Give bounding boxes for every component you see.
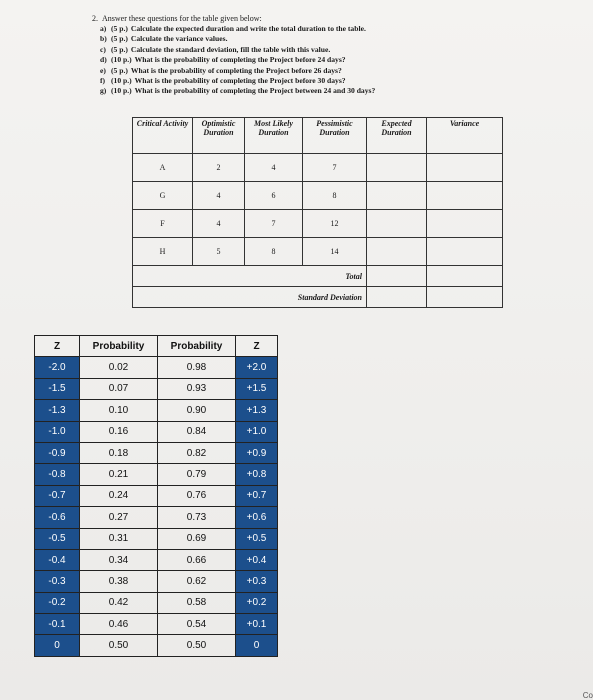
pert-cell-variance[interactable] bbox=[427, 154, 503, 182]
z-cell-probability-left: 0.42 bbox=[80, 592, 158, 613]
question-item bbox=[100, 34, 562, 44]
question-item-points: (10 p.) bbox=[111, 86, 132, 96]
pert-header-row bbox=[133, 118, 503, 154]
z-cell-z-positive: +0.3 bbox=[236, 571, 278, 592]
question-item bbox=[100, 86, 562, 96]
pert-cell-most-likely: 8 bbox=[245, 238, 303, 266]
sd-row bbox=[133, 287, 503, 308]
z-cell-probability-right: 0.98 bbox=[158, 357, 236, 378]
z-header-right: Z bbox=[236, 336, 278, 357]
total-label: Total bbox=[133, 266, 367, 287]
question-item-text: Calculate the variance values. bbox=[130, 34, 228, 44]
pert-row bbox=[133, 154, 503, 182]
question-item-letter: a) bbox=[100, 24, 107, 33]
pert-cell-most-likely: 6 bbox=[245, 182, 303, 210]
z-cell-z-negative: -1.0 bbox=[35, 421, 80, 442]
z-header-prob-left: Probability bbox=[80, 336, 158, 357]
question-item-text: Calculate the standard deviation, fill the table with this value. bbox=[130, 44, 331, 54]
question-item-points: (5 p.) bbox=[111, 44, 128, 54]
z-row bbox=[35, 378, 278, 399]
question-item-points: (5 p.) bbox=[111, 65, 128, 75]
z-cell-probability-left: 0.24 bbox=[80, 485, 158, 506]
z-cell-z-positive: +1.0 bbox=[236, 421, 278, 442]
z-cell-z-positive: +0.5 bbox=[236, 528, 278, 549]
pert-cell-optimistic: 4 bbox=[193, 210, 245, 238]
z-cell-probability-left: 0.50 bbox=[80, 635, 158, 656]
z-cell-probability-right: 0.69 bbox=[158, 528, 236, 549]
pert-cell-expected[interactable] bbox=[367, 182, 427, 210]
z-row bbox=[35, 357, 278, 378]
pert-row bbox=[133, 238, 503, 266]
z-cell-probability-right: 0.76 bbox=[158, 485, 236, 506]
z-cell-probability-left: 0.21 bbox=[80, 464, 158, 485]
z-cell-probability-left: 0.38 bbox=[80, 571, 158, 592]
z-header-left: Z bbox=[35, 336, 80, 357]
question-item bbox=[100, 55, 562, 65]
question-item-points: (5 p.) bbox=[111, 34, 128, 44]
question-item-points: (10 p.) bbox=[111, 76, 132, 86]
z-row bbox=[35, 528, 278, 549]
header-pessimistic: Pessimistic Duration bbox=[303, 118, 367, 154]
question-item-points: (10 p.) bbox=[111, 55, 132, 65]
sd-label: Standard Deviation bbox=[133, 287, 367, 308]
z-cell-z-positive: +0.8 bbox=[236, 464, 278, 485]
z-cell-probability-left: 0.34 bbox=[80, 549, 158, 570]
pert-cell-optimistic: 2 bbox=[193, 154, 245, 182]
z-cell-probability-right: 0.58 bbox=[158, 592, 236, 613]
z-cell-z-negative: -0.4 bbox=[35, 549, 80, 570]
header-critical-activity: Critical Activity bbox=[133, 118, 193, 154]
z-cell-probability-right: 0.79 bbox=[158, 464, 236, 485]
z-cell-probability-left: 0.16 bbox=[80, 421, 158, 442]
z-cell-probability-right: 0.84 bbox=[158, 421, 236, 442]
pert-cell-pessimistic: 8 bbox=[303, 182, 367, 210]
z-row bbox=[35, 635, 278, 656]
pert-cell-activity: H bbox=[133, 238, 193, 266]
pert-cell-variance[interactable] bbox=[427, 210, 503, 238]
z-cell-probability-left: 0.02 bbox=[80, 357, 158, 378]
pert-cell-activity: F bbox=[133, 210, 193, 238]
z-header-prob-right: Probability bbox=[158, 336, 236, 357]
pert-row bbox=[133, 210, 503, 238]
z-row bbox=[35, 485, 278, 506]
z-cell-probability-left: 0.31 bbox=[80, 528, 158, 549]
z-cell-z-negative: -0.2 bbox=[35, 592, 80, 613]
z-cell-z-positive: +0.6 bbox=[236, 507, 278, 528]
header-expected: Expected Duration bbox=[367, 118, 427, 154]
question-item-points: (5 p.) bbox=[111, 24, 128, 33]
question-item-letter: f) bbox=[100, 76, 106, 86]
pert-row bbox=[133, 182, 503, 210]
z-cell-probability-right: 0.66 bbox=[158, 549, 236, 570]
question-item-text: Calculate the expected duration and write the total duration to the table. bbox=[130, 24, 366, 33]
pert-cell-pessimistic: 7 bbox=[303, 154, 367, 182]
question-item bbox=[100, 66, 562, 76]
pert-cell-pessimistic: 12 bbox=[303, 210, 367, 238]
question-item-text: What is the probability of completing the Project before 30 days? bbox=[134, 76, 346, 86]
pert-cell-variance[interactable] bbox=[427, 238, 503, 266]
z-row bbox=[35, 507, 278, 528]
question-item-letter: d) bbox=[100, 55, 107, 65]
header-most-likely: Most Likely Duration bbox=[245, 118, 303, 154]
z-cell-z-negative: -0.6 bbox=[35, 507, 80, 528]
corner-text: Co bbox=[582, 691, 593, 700]
z-row bbox=[35, 464, 278, 485]
total-variance-cell[interactable] bbox=[427, 266, 503, 287]
z-cell-z-positive: +0.9 bbox=[236, 442, 278, 463]
z-table bbox=[34, 335, 278, 657]
question-intro bbox=[92, 13, 562, 24]
pert-cell-activity: A bbox=[133, 154, 193, 182]
z-cell-probability-right: 0.90 bbox=[158, 400, 236, 421]
pert-cell-expected[interactable] bbox=[367, 154, 427, 182]
z-cell-z-negative: -0.7 bbox=[35, 485, 80, 506]
pert-cell-optimistic: 5 bbox=[193, 238, 245, 266]
z-row bbox=[35, 442, 278, 463]
header-optimistic: Optimistic Duration bbox=[193, 118, 245, 154]
question-item bbox=[100, 24, 562, 34]
z-header-row bbox=[35, 336, 278, 357]
z-cell-probability-left: 0.18 bbox=[80, 442, 158, 463]
total-expected-cell[interactable] bbox=[367, 266, 427, 287]
z-cell-probability-left: 0.07 bbox=[80, 378, 158, 399]
z-cell-probability-right: 0.50 bbox=[158, 635, 236, 656]
pert-cell-pessimistic: 14 bbox=[303, 238, 367, 266]
question-item-text: What is the probability of completing the Project before 24 days? bbox=[134, 55, 346, 65]
z-cell-z-positive: +0.7 bbox=[236, 485, 278, 506]
total-row bbox=[133, 266, 503, 287]
z-cell-z-positive: +0.2 bbox=[236, 592, 278, 613]
question-block bbox=[92, 13, 562, 97]
question-item-text: What is the probability of completing the Project between 24 and 30 days? bbox=[134, 86, 376, 96]
z-cell-z-positive: 0 bbox=[236, 635, 278, 656]
z-cell-z-positive: +1.3 bbox=[236, 400, 278, 421]
question-item-letter: e) bbox=[100, 65, 106, 75]
pert-cell-expected[interactable] bbox=[367, 238, 427, 266]
question-item bbox=[100, 76, 562, 86]
pert-table bbox=[132, 117, 503, 308]
z-cell-z-positive: +0.4 bbox=[236, 549, 278, 570]
question-item bbox=[100, 45, 562, 55]
z-cell-probability-left: 0.46 bbox=[80, 614, 158, 635]
z-cell-z-positive: +2.0 bbox=[236, 357, 278, 378]
question-list bbox=[92, 24, 562, 97]
z-cell-z-negative: -2.0 bbox=[35, 357, 80, 378]
pert-cell-variance[interactable] bbox=[427, 182, 503, 210]
header-variance: Variance bbox=[427, 118, 503, 154]
question-item-text: What is the probability of completing the Project before 26 days? bbox=[130, 65, 342, 75]
z-row bbox=[35, 571, 278, 592]
pert-cell-activity: G bbox=[133, 182, 193, 210]
question-number: 2. bbox=[92, 14, 98, 23]
z-cell-z-positive: +1.5 bbox=[236, 378, 278, 399]
z-cell-probability-right: 0.82 bbox=[158, 442, 236, 463]
z-cell-z-negative: -1.3 bbox=[35, 400, 80, 421]
z-row bbox=[35, 592, 278, 613]
z-cell-probability-right: 0.62 bbox=[158, 571, 236, 592]
pert-cell-most-likely: 7 bbox=[245, 210, 303, 238]
sd-variance-cell[interactable] bbox=[427, 287, 503, 308]
question-intro-text: Answer these questions for the table given below: bbox=[102, 14, 262, 23]
pert-cell-expected[interactable] bbox=[367, 210, 427, 238]
z-cell-probability-right: 0.93 bbox=[158, 378, 236, 399]
z-cell-z-negative: -0.9 bbox=[35, 442, 80, 463]
z-cell-z-negative: -0.5 bbox=[35, 528, 80, 549]
z-row bbox=[35, 549, 278, 570]
z-row bbox=[35, 614, 278, 635]
z-row bbox=[35, 421, 278, 442]
z-cell-probability-left: 0.10 bbox=[80, 400, 158, 421]
z-row bbox=[35, 400, 278, 421]
question-item-letter: b) bbox=[100, 34, 107, 44]
z-cell-probability-right: 0.73 bbox=[158, 507, 236, 528]
z-cell-z-negative: -1.5 bbox=[35, 378, 80, 399]
sd-expected-cell[interactable] bbox=[367, 287, 427, 308]
z-cell-z-negative: -0.3 bbox=[35, 571, 80, 592]
question-item-letter: g) bbox=[100, 86, 107, 96]
pert-cell-most-likely: 4 bbox=[245, 154, 303, 182]
z-cell-z-negative: -0.1 bbox=[35, 614, 80, 635]
z-cell-z-negative: -0.8 bbox=[35, 464, 80, 485]
z-cell-z-positive: +0.1 bbox=[236, 614, 278, 635]
question-item-letter: c) bbox=[100, 44, 106, 54]
pert-cell-optimistic: 4 bbox=[193, 182, 245, 210]
z-cell-z-negative: 0 bbox=[35, 635, 80, 656]
z-cell-probability-left: 0.27 bbox=[80, 507, 158, 528]
z-cell-probability-right: 0.54 bbox=[158, 614, 236, 635]
